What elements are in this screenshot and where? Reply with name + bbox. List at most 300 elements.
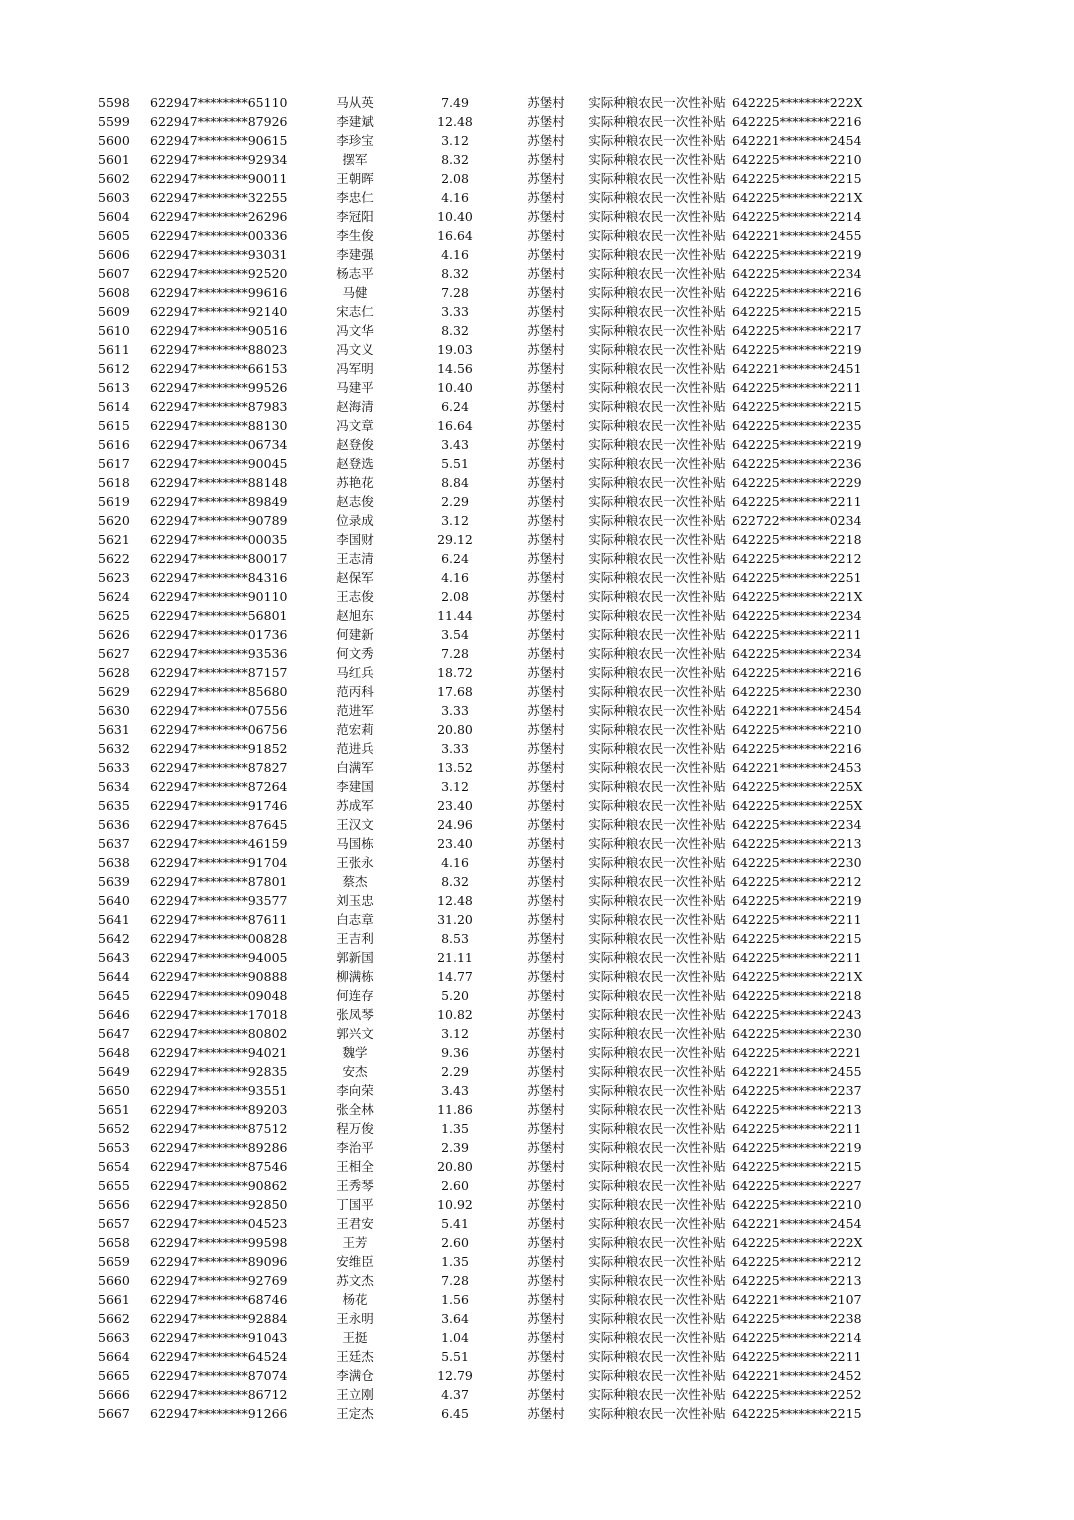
row-number: 5627	[98, 646, 130, 661]
id-number: 642225********221X	[732, 190, 863, 205]
bank-card-number: 622947********92520	[150, 266, 288, 281]
subsidy-item: 实际种粮农民一次性补贴	[588, 1330, 726, 1345]
bank-card-number: 622947********91704	[150, 855, 288, 870]
row-number: 5629	[98, 684, 130, 699]
id-number: 642225********2210	[732, 722, 862, 737]
village-name: 苏堡村	[527, 513, 565, 528]
farmer-name: 范宏莉	[336, 722, 374, 737]
farmer-name: 冯文华	[336, 323, 374, 338]
subsidy-amount: 2.08	[441, 589, 469, 604]
subsidy-item: 实际种粮农民一次性补贴	[588, 950, 726, 965]
subsidy-item: 实际种粮农民一次性补贴	[588, 665, 726, 680]
village-name: 苏堡村	[527, 1273, 565, 1288]
id-number: 642225********2215	[732, 171, 862, 186]
farmer-name: 王吉利	[336, 931, 374, 946]
subsidy-item: 实际种粮农民一次性补贴	[588, 361, 726, 376]
farmer-name: 赵登选	[336, 456, 374, 471]
farmer-name: 冯文义	[336, 342, 374, 357]
village-name: 苏堡村	[527, 893, 565, 908]
village-name: 苏堡村	[527, 950, 565, 965]
bank-card-number: 622947********91043	[150, 1330, 288, 1345]
village-name: 苏堡村	[527, 247, 565, 262]
subsidy-amount: 1.04	[441, 1330, 469, 1345]
farmer-name: 范丙科	[336, 684, 374, 699]
roster-body	[98, 93, 867, 1423]
bank-card-number: 622947********80017	[150, 551, 288, 566]
subsidy-item: 实际种粮农民一次性补贴	[588, 760, 726, 775]
table-row	[98, 245, 867, 264]
row-number: 5616	[98, 437, 130, 452]
village-name: 苏堡村	[527, 589, 565, 604]
id-number: 642225********2219	[732, 893, 862, 908]
subsidy-amount: 14.56	[437, 361, 473, 376]
subsidy-amount: 6.45	[441, 1406, 469, 1421]
table-row	[98, 606, 867, 625]
id-number: 642225********2215	[732, 399, 862, 414]
row-number: 5606	[98, 247, 130, 262]
bank-card-number: 622947********90789	[150, 513, 288, 528]
id-number: 642221********2455	[732, 228, 862, 243]
bank-card-number: 622947********93577	[150, 893, 288, 908]
id-number: 642225********2214	[732, 1330, 862, 1345]
id-number: 642225********2236	[732, 456, 862, 471]
row-number: 5621	[98, 532, 130, 547]
bank-card-number: 622947********90862	[150, 1178, 288, 1193]
subsidy-amount: 1.35	[441, 1254, 469, 1269]
subsidy-amount: 7.28	[441, 285, 469, 300]
subsidy-amount: 20.80	[437, 722, 473, 737]
id-number: 642225********2211	[732, 380, 862, 395]
bank-card-number: 622947********92769	[150, 1273, 288, 1288]
row-number: 5644	[98, 969, 130, 984]
village-name: 苏堡村	[527, 931, 565, 946]
table-row	[98, 720, 867, 739]
row-number: 5622	[98, 551, 130, 566]
subsidy-amount: 10.92	[437, 1197, 473, 1212]
subsidy-item: 实际种粮农民一次性补贴	[588, 1007, 726, 1022]
farmer-name: 张凤琴	[336, 1007, 374, 1022]
subsidy-amount: 3.12	[441, 1026, 469, 1041]
row-number: 5598	[98, 95, 130, 110]
farmer-name: 位录成	[336, 513, 374, 528]
subsidy-amount: 1.56	[441, 1292, 469, 1307]
table-row	[98, 758, 867, 777]
table-row	[98, 359, 867, 378]
subsidy-item: 实际种粮农民一次性补贴	[588, 855, 726, 870]
subsidy-amount: 12.48	[437, 893, 473, 908]
id-number: 642225********2210	[732, 1197, 862, 1212]
subsidy-amount: 24.96	[437, 817, 473, 832]
farmer-name: 王君安	[336, 1216, 374, 1231]
table-row	[98, 1081, 867, 1100]
subsidy-item: 实际种粮农民一次性补贴	[588, 95, 726, 110]
table-row	[98, 1366, 867, 1385]
id-number: 642225********2218	[732, 988, 862, 1003]
table-row	[98, 169, 867, 188]
village-name: 苏堡村	[527, 836, 565, 851]
bank-card-number: 622947********85680	[150, 684, 288, 699]
subsidy-item: 实际种粮农民一次性补贴	[588, 1311, 726, 1326]
table-row	[98, 777, 867, 796]
village-name: 苏堡村	[527, 1045, 565, 1060]
bank-card-number: 622947********00035	[150, 532, 288, 547]
row-number: 5642	[98, 931, 130, 946]
bank-card-number: 622947********92850	[150, 1197, 288, 1212]
subsidy-item: 实际种粮农民一次性补贴	[588, 1292, 726, 1307]
subsidy-item: 实际种粮农民一次性补贴	[588, 1349, 726, 1364]
farmer-name: 马国栋	[336, 836, 374, 851]
farmer-name: 范进兵	[336, 741, 374, 756]
bank-card-number: 622947********06734	[150, 437, 288, 452]
table-row	[98, 112, 867, 131]
row-number: 5603	[98, 190, 130, 205]
farmer-name: 马从英	[336, 95, 374, 110]
id-number: 642225********221X	[732, 589, 863, 604]
row-number: 5652	[98, 1121, 130, 1136]
table-row	[98, 150, 867, 169]
subsidy-item: 实际种粮农民一次性补贴	[588, 741, 726, 756]
subsidy-item: 实际种粮农民一次性补贴	[588, 342, 726, 357]
village-name: 苏堡村	[527, 1387, 565, 1402]
subsidy-amount: 4.16	[441, 570, 469, 585]
table-row	[98, 397, 867, 416]
subsidy-item: 实际种粮农民一次性补贴	[588, 589, 726, 604]
id-number: 642225********2234	[732, 266, 862, 281]
id-number: 642225********2215	[732, 1406, 862, 1421]
subsidy-item: 实际种粮农民一次性补贴	[588, 418, 726, 433]
subsidy-item: 实际种粮农民一次性补贴	[588, 1273, 726, 1288]
table-row	[98, 226, 867, 245]
id-number: 642225********2216	[732, 665, 862, 680]
subsidy-item: 实际种粮农民一次性补贴	[588, 1235, 726, 1250]
subsidy-amount: 2.60	[441, 1235, 469, 1250]
id-number: 642225********2213	[732, 1102, 862, 1117]
table-row	[98, 416, 867, 435]
farmer-name: 苏成军	[336, 798, 374, 813]
row-number: 5636	[98, 817, 130, 832]
subsidy-amount: 12.79	[437, 1368, 473, 1383]
id-number: 642225********2215	[732, 1159, 862, 1174]
id-number: 642225********225X	[732, 779, 863, 794]
subsidy-amount: 5.41	[441, 1216, 469, 1231]
table-row	[98, 1290, 867, 1309]
row-number: 5628	[98, 665, 130, 680]
row-number: 5612	[98, 361, 130, 376]
id-number: 642225********2210	[732, 152, 862, 167]
id-number: 642225********2217	[732, 323, 862, 338]
table-row	[98, 1100, 867, 1119]
bank-card-number: 622947********87546	[150, 1159, 288, 1174]
table-row	[98, 739, 867, 758]
farmer-name: 魏学	[342, 1045, 368, 1060]
subsidy-amount: 3.64	[441, 1311, 469, 1326]
bank-card-number: 622947********90011	[150, 171, 288, 186]
subsidy-amount: 2.29	[441, 1064, 469, 1079]
subsidy-amount: 10.40	[437, 209, 473, 224]
id-number: 642225********2251	[732, 570, 862, 585]
bank-card-number: 622947********92884	[150, 1311, 288, 1326]
farmer-name: 苏艳花	[336, 475, 374, 490]
subsidy-item: 实际种粮农民一次性补贴	[588, 817, 726, 832]
bank-card-number: 622947********56801	[150, 608, 288, 623]
subsidy-amount: 2.08	[441, 171, 469, 186]
row-number: 5623	[98, 570, 130, 585]
farmer-name: 郭兴文	[336, 1026, 374, 1041]
id-number: 642225********2212	[732, 551, 862, 566]
village-name: 苏堡村	[527, 133, 565, 148]
table-row	[98, 1195, 867, 1214]
row-number: 5664	[98, 1349, 130, 1364]
village-name: 苏堡村	[527, 1235, 565, 1250]
subsidy-item: 实际种粮农民一次性补贴	[588, 703, 726, 718]
id-number: 642225********2219	[732, 437, 862, 452]
farmer-name: 李国财	[336, 532, 374, 547]
bank-card-number: 622947********65110	[150, 95, 288, 110]
table-row	[98, 948, 867, 967]
subsidy-item: 实际种粮农民一次性补贴	[588, 798, 726, 813]
bank-card-number: 622947********88130	[150, 418, 288, 433]
table-row	[98, 1043, 867, 1062]
id-number: 642225********2212	[732, 1254, 862, 1269]
bank-card-number: 622947********92835	[150, 1064, 288, 1079]
village-name: 苏堡村	[527, 209, 565, 224]
subsidy-item: 实际种粮农民一次性补贴	[588, 779, 726, 794]
table-row	[98, 378, 867, 397]
bank-card-number: 622947********09048	[150, 988, 288, 1003]
subsidy-amount: 20.80	[437, 1159, 473, 1174]
table-row	[98, 1157, 867, 1176]
village-name: 苏堡村	[527, 779, 565, 794]
subsidy-item: 实际种粮农民一次性补贴	[588, 1368, 726, 1383]
subsidy-item: 实际种粮农民一次性补贴	[588, 1254, 726, 1269]
village-name: 苏堡村	[527, 1007, 565, 1022]
row-number: 5641	[98, 912, 130, 927]
bank-card-number: 622947********92140	[150, 304, 288, 319]
id-number: 642225********2219	[732, 1140, 862, 1155]
id-number: 642225********2219	[732, 247, 862, 262]
table-row	[98, 587, 867, 606]
village-name: 苏堡村	[527, 684, 565, 699]
farmer-name: 李建国	[336, 779, 374, 794]
farmer-name: 李向荣	[336, 1083, 374, 1098]
subsidy-item: 实际种粮农民一次性补贴	[588, 304, 726, 319]
row-number: 5647	[98, 1026, 130, 1041]
bank-card-number: 622947********92934	[150, 152, 288, 167]
row-number: 5608	[98, 285, 130, 300]
village-name: 苏堡村	[527, 969, 565, 984]
bank-card-number: 622947********26296	[150, 209, 288, 224]
bank-card-number: 622947********87827	[150, 760, 288, 775]
table-row	[98, 1062, 867, 1081]
row-number: 5655	[98, 1178, 130, 1193]
table-row	[98, 492, 867, 511]
farmer-name: 王志俊	[336, 589, 374, 604]
id-number: 642225********222X	[732, 1235, 863, 1250]
subsidy-amount: 17.68	[437, 684, 473, 699]
table-row	[98, 1309, 867, 1328]
id-number: 642221********2452	[732, 1368, 862, 1383]
village-name: 苏堡村	[527, 1368, 565, 1383]
id-number: 642225********2235	[732, 418, 862, 433]
id-number: 642225********225X	[732, 798, 863, 813]
row-number: 5663	[98, 1330, 130, 1345]
subsidy-amount: 29.12	[437, 532, 473, 547]
table-row	[98, 1347, 867, 1366]
farmer-name: 马健	[342, 285, 368, 300]
bank-card-number: 622947********90615	[150, 133, 288, 148]
subsidy-item: 实际种粮农民一次性补贴	[588, 114, 726, 129]
village-name: 苏堡村	[527, 285, 565, 300]
subsidy-amount: 10.40	[437, 380, 473, 395]
farmer-name: 王廷杰	[336, 1349, 374, 1364]
bank-card-number: 622947********93551	[150, 1083, 288, 1098]
id-number: 642225********2234	[732, 646, 862, 661]
farmer-name: 马红兵	[336, 665, 374, 680]
subsidy-item: 实际种粮农民一次性补贴	[588, 399, 726, 414]
farmer-name: 王挺	[342, 1330, 368, 1345]
bank-card-number: 622947********90110	[150, 589, 288, 604]
subsidy-item: 实际种粮农民一次性补贴	[588, 1045, 726, 1060]
subsidy-amount: 3.43	[441, 1083, 469, 1098]
row-number: 5617	[98, 456, 130, 471]
bank-card-number: 622947********80802	[150, 1026, 288, 1041]
subsidy-item: 实际种粮农民一次性补贴	[588, 1197, 726, 1212]
row-number: 5601	[98, 152, 130, 167]
village-name: 苏堡村	[527, 418, 565, 433]
table-row	[98, 321, 867, 340]
row-number: 5637	[98, 836, 130, 851]
farmer-name: 安维臣	[336, 1254, 374, 1269]
id-number: 642225********2214	[732, 209, 862, 224]
farmer-name: 王定杰	[336, 1406, 374, 1421]
bank-card-number: 622947********87801	[150, 874, 288, 889]
subsidy-amount: 7.28	[441, 646, 469, 661]
bank-card-number: 622947********91852	[150, 741, 288, 756]
row-number: 5651	[98, 1102, 130, 1117]
table-row	[98, 188, 867, 207]
village-name: 苏堡村	[527, 171, 565, 186]
row-number: 5605	[98, 228, 130, 243]
row-number: 5604	[98, 209, 130, 224]
id-number: 642225********2237	[732, 1083, 862, 1098]
bank-card-number: 622947********90888	[150, 969, 288, 984]
subsidy-amount: 21.11	[437, 950, 473, 965]
farmer-name: 冯文章	[336, 418, 374, 433]
subsidy-item: 实际种粮农民一次性补贴	[588, 475, 726, 490]
village-name: 苏堡村	[527, 1254, 565, 1269]
id-number: 642225********2230	[732, 855, 862, 870]
table-row	[98, 796, 867, 815]
id-number: 642221********2453	[732, 760, 862, 775]
farmer-name: 蔡杰	[342, 874, 368, 889]
village-name: 苏堡村	[527, 817, 565, 832]
farmer-name: 赵海清	[336, 399, 374, 414]
farmer-name: 宋志仁	[336, 304, 374, 319]
farmer-name: 冯军明	[336, 361, 374, 376]
id-number: 642225********2216	[732, 114, 862, 129]
subsidy-item: 实际种粮农民一次性补贴	[588, 285, 726, 300]
village-name: 苏堡村	[527, 570, 565, 585]
subsidy-amount: 31.20	[437, 912, 473, 927]
bank-card-number: 622947********32255	[150, 190, 288, 205]
subsidy-amount: 5.51	[441, 1349, 469, 1364]
row-number: 5599	[98, 114, 130, 129]
subsidy-item: 实际种粮农民一次性补贴	[588, 722, 726, 737]
village-name: 苏堡村	[527, 95, 565, 110]
village-name: 苏堡村	[527, 988, 565, 1003]
village-name: 苏堡村	[527, 874, 565, 889]
farmer-name: 王秀琴	[336, 1178, 374, 1193]
farmer-name: 何建新	[336, 627, 374, 642]
row-number: 5607	[98, 266, 130, 281]
subsidy-item: 实际种粮农民一次性补贴	[588, 608, 726, 623]
subsidy-item: 实际种粮农民一次性补贴	[588, 874, 726, 889]
id-number: 642225********221X	[732, 969, 863, 984]
village-name: 苏堡村	[527, 475, 565, 490]
row-number: 5615	[98, 418, 130, 433]
table-row	[98, 1404, 867, 1423]
table-row	[98, 207, 867, 226]
farmer-name: 范进军	[336, 703, 374, 718]
id-number: 642225********2215	[732, 304, 862, 319]
village-name: 苏堡村	[527, 266, 565, 281]
bank-card-number: 622947********46159	[150, 836, 288, 851]
row-number: 5631	[98, 722, 130, 737]
row-number: 5665	[98, 1368, 130, 1383]
village-name: 苏堡村	[527, 1311, 565, 1326]
village-name: 苏堡村	[527, 1140, 565, 1155]
row-number: 5639	[98, 874, 130, 889]
village-name: 苏堡村	[527, 1349, 565, 1364]
table-row	[98, 283, 867, 302]
bank-card-number: 622947********93536	[150, 646, 288, 661]
village-name: 苏堡村	[527, 1330, 565, 1345]
id-number: 642221********2454	[732, 703, 862, 718]
village-name: 苏堡村	[527, 361, 565, 376]
village-name: 苏堡村	[527, 627, 565, 642]
table-row	[98, 1024, 867, 1043]
subsidy-amount: 2.29	[441, 494, 469, 509]
subsidy-amount: 11.86	[437, 1102, 473, 1117]
village-name: 苏堡村	[527, 1026, 565, 1041]
subsidy-amount: 5.51	[441, 456, 469, 471]
table-row	[98, 815, 867, 834]
subsidy-amount: 18.72	[437, 665, 473, 680]
farmer-name: 王永明	[336, 1311, 374, 1326]
table-row	[98, 891, 867, 910]
subsidy-amount: 8.84	[441, 475, 469, 490]
bank-card-number: 622947********91746	[150, 798, 288, 813]
table-row	[98, 1271, 867, 1290]
bank-card-number: 622947********06756	[150, 722, 288, 737]
bank-card-number: 622947********88148	[150, 475, 288, 490]
subsidy-amount: 11.44	[437, 608, 473, 623]
row-number: 5634	[98, 779, 130, 794]
village-name: 苏堡村	[527, 1064, 565, 1079]
subsidy-item: 实际种粮农民一次性补贴	[588, 684, 726, 699]
bank-card-number: 622947********89286	[150, 1140, 288, 1155]
subsidy-roster-table	[98, 93, 867, 1423]
row-number: 5600	[98, 133, 130, 148]
farmer-name: 柳满栋	[336, 969, 374, 984]
row-number: 5602	[98, 171, 130, 186]
id-number: 642225********2234	[732, 817, 862, 832]
bank-card-number: 622947********90045	[150, 456, 288, 471]
row-number: 5624	[98, 589, 130, 604]
subsidy-item: 实际种粮农民一次性补贴	[588, 893, 726, 908]
village-name: 苏堡村	[527, 665, 565, 680]
table-row	[98, 644, 867, 663]
